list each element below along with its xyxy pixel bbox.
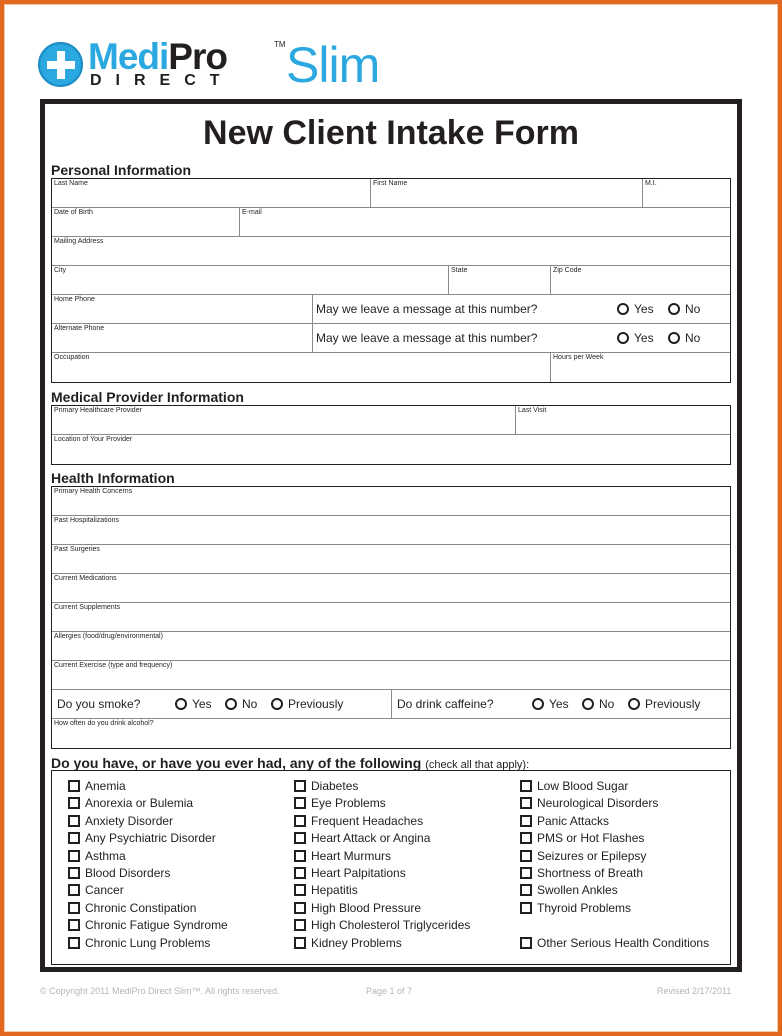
condition-checkbox[interactable]	[294, 780, 306, 792]
alternate-phone-field[interactable]: Alternate Phone	[54, 325, 105, 332]
occupation-row	[52, 353, 730, 382]
footer-revised-date: Revised 2/17/2011	[657, 986, 732, 996]
first-name-field[interactable]: First Name	[370, 179, 642, 207]
condition-checkbox[interactable]	[520, 815, 532, 827]
smoke-yes-radio[interactable]	[175, 698, 187, 710]
alcohol-frequency-field[interactable]: How often do you drink alcohol?	[54, 720, 154, 727]
health-row	[52, 545, 730, 574]
condition-label: Shortness of Breath	[537, 866, 644, 880]
smoke-no-radio[interactable]	[225, 698, 237, 710]
condition-checkbox[interactable]	[520, 937, 532, 949]
condition-checkbox[interactable]	[68, 867, 80, 879]
condition-checkbox[interactable]	[68, 832, 80, 844]
condition-checkbox[interactable]	[294, 797, 306, 809]
provider-location-row	[52, 435, 730, 464]
city-field[interactable]: City	[54, 267, 67, 274]
condition-checkbox[interactable]	[520, 867, 532, 879]
condition-label: Heart Murmurs	[311, 848, 392, 863]
city-row	[52, 266, 730, 295]
current-supplements-field[interactable]: Current Supplements	[54, 604, 121, 611]
email-field[interactable]: E-mail	[239, 208, 730, 236]
condition-checkbox[interactable]	[294, 884, 306, 896]
condition-checkbox[interactable]	[520, 902, 532, 914]
date-of-birth-field[interactable]: Date of Birth	[54, 209, 93, 216]
logo-direct: DIRECT	[90, 72, 234, 89]
primary-provider-field[interactable]: Primary Healthcare Provider	[54, 407, 142, 414]
alternate-phone-no-radio[interactable]	[668, 332, 680, 344]
form-title: New Client Intake Form	[203, 114, 579, 152]
condition-label: Anemia	[85, 779, 126, 793]
condition-label: Anorexia or Bulemia	[85, 796, 194, 811]
condition-label: Heart Attack or Angina	[311, 831, 431, 846]
caffeine-yes-radio[interactable]	[532, 698, 544, 710]
past-hospitalizations-field[interactable]: Past Hospitalizations	[54, 517, 119, 524]
condition-checkbox[interactable]	[294, 919, 306, 931]
conditions-checklist	[51, 770, 731, 965]
condition-label: Hepatitis	[311, 883, 358, 898]
caffeine-previously-radio[interactable]	[628, 698, 640, 710]
primary-health-concerns-field[interactable]: Primary Health Concerns	[54, 488, 133, 495]
footer-page-number: Page 1 of 7	[366, 986, 413, 996]
current-medications-field[interactable]: Current Medications	[54, 575, 117, 582]
condition-checkbox[interactable]	[68, 850, 80, 862]
condition-checkbox[interactable]	[294, 937, 306, 949]
condition-label: Chronic Constipation	[85, 900, 197, 915]
condition-label: Chronic Fatigue Syndrome	[85, 918, 228, 933]
condition-checkbox[interactable]	[520, 832, 532, 844]
medical-cross-icon	[38, 42, 83, 87]
home-phone-yes-radio[interactable]	[617, 303, 629, 315]
middle-initial-field[interactable]: M.I.	[642, 179, 730, 207]
condition-label: Blood Disorders	[85, 866, 171, 880]
allergies-field[interactable]: Allergies (food/drug/environmental)	[54, 633, 163, 640]
home-phone-row	[52, 295, 730, 324]
condition-label: Neurological Disorders	[537, 796, 659, 811]
condition-checkbox[interactable]	[68, 937, 80, 949]
past-surgeries-field[interactable]: Past Surgeries	[54, 546, 100, 553]
condition-label: Swollen Ankles	[537, 883, 618, 898]
condition-label: Any Psychiatric Disorder	[85, 831, 216, 846]
condition-label: High Blood Pressure	[311, 900, 422, 915]
medipro-logo	[38, 36, 380, 94]
logo-wordmark: MediPro	[88, 36, 227, 77]
alternate-phone-yes-radio[interactable]	[617, 332, 629, 344]
section-title-provider: Medical Provider Information	[51, 389, 244, 405]
hours-per-week-field[interactable]: Hours per Week	[550, 353, 730, 382]
health-row	[52, 632, 730, 661]
section-title-personal: Personal Information	[51, 162, 192, 178]
intake-form	[40, 99, 742, 972]
condition-label: Seizures or Epilepsy	[537, 848, 647, 863]
health-row	[52, 487, 730, 516]
address-row	[52, 237, 730, 266]
condition-checkbox[interactable]	[68, 919, 80, 931]
condition-label: Frequent Headaches	[311, 813, 424, 828]
smoke-question: Do you smoke? Yes No Previously	[57, 697, 344, 711]
personal-info-table	[51, 178, 731, 383]
last-visit-field[interactable]: Last Visit	[515, 406, 730, 434]
caffeine-no-radio[interactable]	[582, 698, 594, 710]
provider-row	[52, 406, 730, 435]
state-field[interactable]: State	[448, 266, 550, 294]
condition-checkbox[interactable]	[68, 780, 80, 792]
health-info-table	[51, 486, 731, 749]
condition-label: Anxiety Disorder	[85, 813, 174, 828]
health-row	[52, 516, 730, 545]
caffeine-question: Do drink caffeine? Yes No Previously	[391, 690, 730, 718]
footer-copyright: © Copyright 2011 MediPro Direct Slim™. All rights reserved.	[40, 986, 280, 996]
home-phone-field[interactable]: Home Phone	[54, 296, 95, 303]
condition-label: Chronic Lung Problems	[85, 935, 211, 950]
smoke-caffeine-row	[52, 690, 730, 719]
condition-label: Heart Palpitations	[311, 866, 406, 880]
condition-checkbox[interactable]	[294, 850, 306, 862]
home-phone-no-radio[interactable]	[668, 303, 680, 315]
condition-label: Kidney Problems	[311, 935, 402, 950]
provider-location-field[interactable]: Location of Your Provider	[54, 436, 133, 443]
dob-email-row	[52, 208, 730, 237]
logo-trademark: TM	[274, 40, 286, 49]
condition-label: Cancer	[85, 883, 124, 898]
condition-checkbox[interactable]	[520, 884, 532, 896]
provider-info-table	[51, 405, 731, 465]
condition-checkbox[interactable]	[68, 797, 80, 809]
condition-checkbox[interactable]	[68, 815, 80, 827]
condition-checkbox[interactable]	[294, 902, 306, 914]
condition-checkbox[interactable]	[520, 797, 532, 809]
last-name-field[interactable]: Last Name	[54, 180, 88, 187]
name-row	[52, 179, 730, 208]
condition-label: Asthma	[85, 848, 126, 863]
condition-checkbox[interactable]	[294, 832, 306, 844]
health-row	[52, 661, 730, 690]
condition-label: Eye Problems	[311, 796, 386, 811]
condition-checkbox[interactable]	[294, 867, 306, 879]
alternate-phone-row	[52, 324, 730, 353]
condition-checkbox[interactable]	[68, 902, 80, 914]
current-exercise-field[interactable]: Current Exercise (type and frequency)	[54, 662, 173, 669]
condition-label: High Cholesterol Triglycerides	[311, 918, 471, 933]
alternate-phone-message-question: May we leave a message at this number? Yes No	[312, 324, 730, 352]
alcohol-row	[52, 719, 730, 748]
section-title-health: Health Information	[51, 470, 175, 486]
logo-slim: Slim	[286, 37, 380, 93]
condition-checkbox[interactable]	[520, 850, 532, 862]
condition-label: PMS or Hot Flashes	[537, 831, 645, 846]
mailing-address-field[interactable]: Mailing Address	[54, 238, 104, 245]
health-row	[52, 574, 730, 603]
condition-checkbox[interactable]	[294, 815, 306, 827]
condition-label: Panic Attacks	[537, 813, 610, 828]
condition-checkbox[interactable]	[520, 780, 532, 792]
health-row	[52, 603, 730, 632]
condition-label: Diabetes	[311, 779, 359, 793]
smoke-previously-radio[interactable]	[271, 698, 283, 710]
home-phone-message-question: May we leave a message at this number? Yes No	[312, 295, 730, 323]
zip-code-field[interactable]: Zip Code	[550, 266, 730, 294]
section-title-conditions: Do you have, or have you ever had, any of the following (check all that apply):	[51, 755, 530, 771]
condition-checkbox[interactable]	[68, 884, 80, 896]
condition-label: Thyroid Problems	[537, 900, 632, 915]
occupation-field[interactable]: Occupation	[54, 354, 90, 361]
condition-label: Other Serious Health Conditions	[537, 935, 710, 950]
condition-label: Low Blood Sugar	[537, 779, 629, 793]
